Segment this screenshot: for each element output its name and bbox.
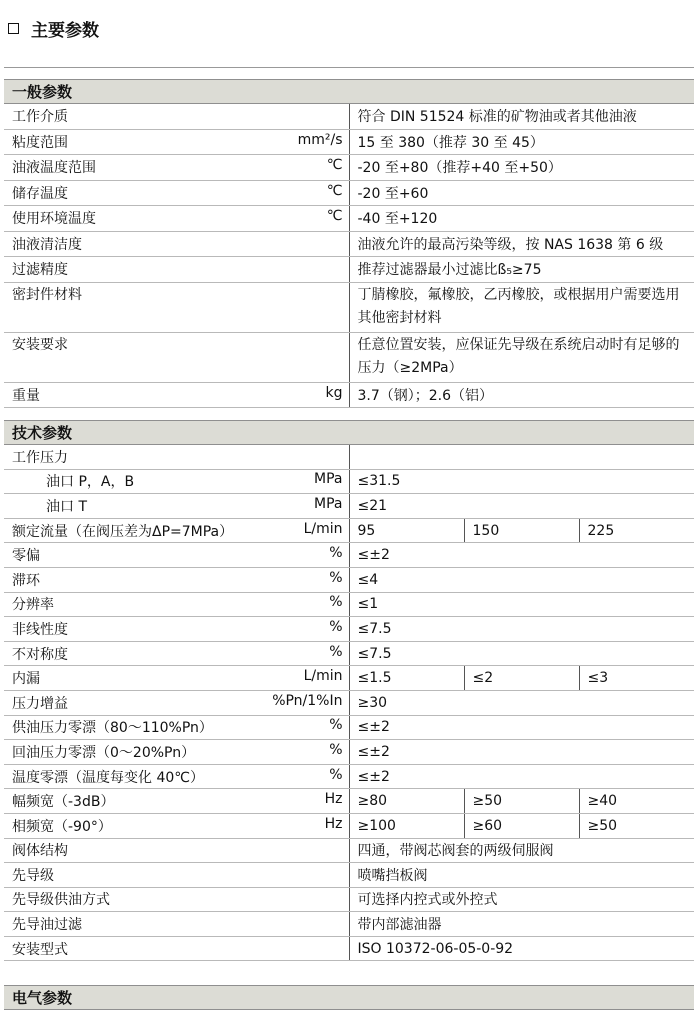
param-label: 过滤精度 <box>12 262 68 279</box>
param-label: 先导级供油方式 <box>12 892 110 909</box>
param-label-cell <box>4 206 349 232</box>
param-label-cell <box>4 469 349 494</box>
param-unit: ℃ <box>326 208 343 225</box>
param-value: ≤31.5 <box>349 469 694 494</box>
param-unit: mm²/s <box>297 131 343 148</box>
param-label: 油口 T <box>46 498 88 515</box>
param-value <box>349 445 694 469</box>
param-label-cell <box>4 764 349 789</box>
param-unit: % <box>329 594 343 611</box>
table-row <box>4 382 694 408</box>
param-value: ≥80 <box>349 789 464 814</box>
param-label: 油口 P，A，B <box>46 474 135 491</box>
param-label-cell <box>4 518 349 543</box>
param-unit: % <box>329 618 343 635</box>
param-value: 丁腈橡胶，氟橡胶，乙丙橡胶，或根据用户需要选用其他密封材料 <box>349 282 694 332</box>
param-value: 喷嘴挡板阀 <box>349 863 694 888</box>
param-value: 四通，带阀芯阀套的两级伺服阀 <box>349 838 694 863</box>
table-row <box>4 469 694 494</box>
param-label-cell <box>4 129 349 155</box>
table-row <box>4 740 694 765</box>
param-unit: % <box>329 569 343 586</box>
param-label-cell <box>4 104 349 129</box>
param-label: 先导级 <box>12 867 54 884</box>
param-label: 不对称度 <box>12 646 68 663</box>
param-value: ≥60 <box>464 813 579 838</box>
table-row <box>4 887 694 912</box>
param-value: -20 至+60 <box>349 180 694 206</box>
page-title-text: 主要参数 <box>31 21 99 41</box>
table-row <box>4 282 694 332</box>
param-value: 带内部滤油器 <box>349 912 694 937</box>
param-label: 额定流量（在阀压差为ΔP=7MPa） <box>12 523 234 540</box>
param-unit: Hz <box>324 815 343 832</box>
table-row <box>4 257 694 283</box>
table-row <box>4 543 694 568</box>
param-label: 储存温度 <box>12 185 68 202</box>
param-label-cell <box>4 666 349 691</box>
param-label: 供油压力零漂（80～110%Pn） <box>12 720 213 737</box>
param-value: 95 <box>349 518 464 543</box>
param-value: 225 <box>579 518 694 543</box>
param-label-cell <box>4 740 349 765</box>
param-label: 安装要求 <box>12 336 68 353</box>
param-value: ≥30 <box>349 690 694 715</box>
param-unit: ℃ <box>326 157 343 174</box>
table-row <box>4 715 694 740</box>
table-row <box>4 129 694 155</box>
param-label-cell <box>4 180 349 206</box>
param-unit: %Pn/1%In <box>272 692 343 709</box>
param-unit: ℃ <box>326 182 343 199</box>
param-value: ≤2 <box>464 666 579 691</box>
param-label-cell <box>4 592 349 617</box>
table-row <box>4 180 694 206</box>
param-value: 3.7（钢）；2.6（铝） <box>349 382 694 408</box>
param-value: -20 至+80（推荐+40 至+50） <box>349 155 694 181</box>
param-label-cell <box>4 445 349 469</box>
param-label: 重量 <box>12 387 40 404</box>
param-unit: kg <box>325 384 343 401</box>
param-value: ≤±2 <box>349 740 694 765</box>
param-value: 任意位置安装，应保证先导级在系统启动时有足够的压力（≥2MPa） <box>349 332 694 382</box>
table-row <box>4 813 694 838</box>
param-label: 粘度范围 <box>12 134 68 151</box>
param-label-cell <box>4 282 349 332</box>
param-label-cell <box>4 887 349 912</box>
param-value: ≤21 <box>349 494 694 519</box>
param-label: 分辨率 <box>12 597 54 614</box>
param-label: 内漏 <box>12 671 40 688</box>
table-row <box>4 155 694 181</box>
param-label-cell <box>4 838 349 863</box>
table-row <box>4 789 694 814</box>
param-value: ≤7.5 <box>349 641 694 666</box>
param-label-cell <box>4 641 349 666</box>
param-unit: % <box>329 643 343 660</box>
param-value: 可选择内控式或外控式 <box>349 887 694 912</box>
table-row <box>4 332 694 382</box>
table-row <box>4 912 694 937</box>
section-header-general: 一般参数 <box>4 79 694 104</box>
table-row <box>4 231 694 257</box>
table-row <box>4 494 694 519</box>
table-row <box>4 838 694 863</box>
table-row <box>4 445 694 469</box>
param-label: 油液清洁度 <box>12 236 82 253</box>
table-row <box>4 641 694 666</box>
param-label-cell <box>4 715 349 740</box>
param-label: 温度零漂（温度每变化 40℃） <box>12 769 204 786</box>
table-row <box>4 764 694 789</box>
param-value: ≥100 <box>349 813 464 838</box>
general-params-table <box>4 104 694 408</box>
param-value: ≤7.5 <box>349 617 694 642</box>
param-label-cell <box>4 382 349 408</box>
param-value: ≥50 <box>579 813 694 838</box>
param-label-cell <box>4 789 349 814</box>
table-row <box>4 592 694 617</box>
param-label-cell <box>4 543 349 568</box>
param-label-cell <box>4 567 349 592</box>
param-value: 推荐过滤器最小过滤比ß₅≥75 <box>349 257 694 283</box>
param-value: 符合 DIN 51524 标准的矿物油或者其他油液 <box>349 104 694 129</box>
param-label-cell <box>4 617 349 642</box>
param-value: ≤±2 <box>349 715 694 740</box>
param-value: ≤±2 <box>349 543 694 568</box>
param-value: 150 <box>464 518 579 543</box>
table-row <box>4 617 694 642</box>
param-value: ≥50 <box>464 789 579 814</box>
title-divider <box>4 67 694 68</box>
table-row <box>4 567 694 592</box>
table-row <box>4 518 694 543</box>
param-label-cell <box>4 690 349 715</box>
param-label-cell <box>4 494 349 519</box>
param-unit: % <box>329 766 343 783</box>
param-unit: % <box>329 545 343 562</box>
param-label-cell <box>4 813 349 838</box>
param-unit: MPa <box>314 495 343 512</box>
param-label: 阀体结构 <box>12 843 68 860</box>
param-label-cell <box>4 257 349 283</box>
table-row <box>4 936 694 961</box>
param-value: -40 至+120 <box>349 206 694 232</box>
param-label: 压力增益 <box>12 695 68 712</box>
table-row <box>4 206 694 232</box>
param-value: ISO 10372-06-05-0-92 <box>349 936 694 961</box>
param-label: 相频宽（-90°） <box>12 818 112 835</box>
table-row <box>4 690 694 715</box>
param-label: 非线性度 <box>12 621 68 638</box>
page-title <box>8 16 99 41</box>
param-label: 密封件材料 <box>12 286 82 303</box>
table-row <box>4 666 694 691</box>
param-label: 回油压力零漂（0～20%Pn） <box>12 744 196 761</box>
param-label: 安装型式 <box>12 941 68 958</box>
param-label-cell <box>4 332 349 382</box>
param-value: ≤±2 <box>349 764 694 789</box>
param-unit: L/min <box>303 520 343 537</box>
table-row <box>4 863 694 888</box>
param-label: 工作压力 <box>12 449 68 466</box>
param-value: ≥40 <box>579 789 694 814</box>
table-row <box>4 104 694 129</box>
param-label: 幅频宽（-3dB） <box>12 794 115 811</box>
section-header-electrical: 电气参数 <box>4 985 694 1010</box>
param-label-cell <box>4 155 349 181</box>
param-unit: MPa <box>314 471 343 488</box>
param-label-cell <box>4 231 349 257</box>
param-unit: L/min <box>303 668 343 685</box>
param-label: 使用环境温度 <box>12 211 96 228</box>
param-label-cell <box>4 936 349 961</box>
param-value: ≤1 <box>349 592 694 617</box>
param-label: 工作介质 <box>12 109 68 126</box>
technical-params-table <box>4 445 694 961</box>
param-value: ≤3 <box>579 666 694 691</box>
param-label: 零偏 <box>12 548 40 565</box>
param-label-cell <box>4 863 349 888</box>
param-label: 油液温度范围 <box>12 160 96 177</box>
param-label-cell <box>4 912 349 937</box>
param-label: 滞环 <box>12 572 40 589</box>
param-unit: % <box>329 717 343 734</box>
section-header-technical: 技术参数 <box>4 420 694 445</box>
param-value: ≤4 <box>349 567 694 592</box>
param-value: 油液允许的最高污染等级，按 NAS 1638 第 6 级 <box>349 231 694 257</box>
param-label: 先导油过滤 <box>12 917 82 934</box>
param-value: 15 至 380（推荐 30 至 45） <box>349 129 694 155</box>
param-unit: Hz <box>324 791 343 808</box>
param-value: ≤1.5 <box>349 666 464 691</box>
param-unit: % <box>329 741 343 758</box>
checkbox-square-icon <box>8 23 19 34</box>
